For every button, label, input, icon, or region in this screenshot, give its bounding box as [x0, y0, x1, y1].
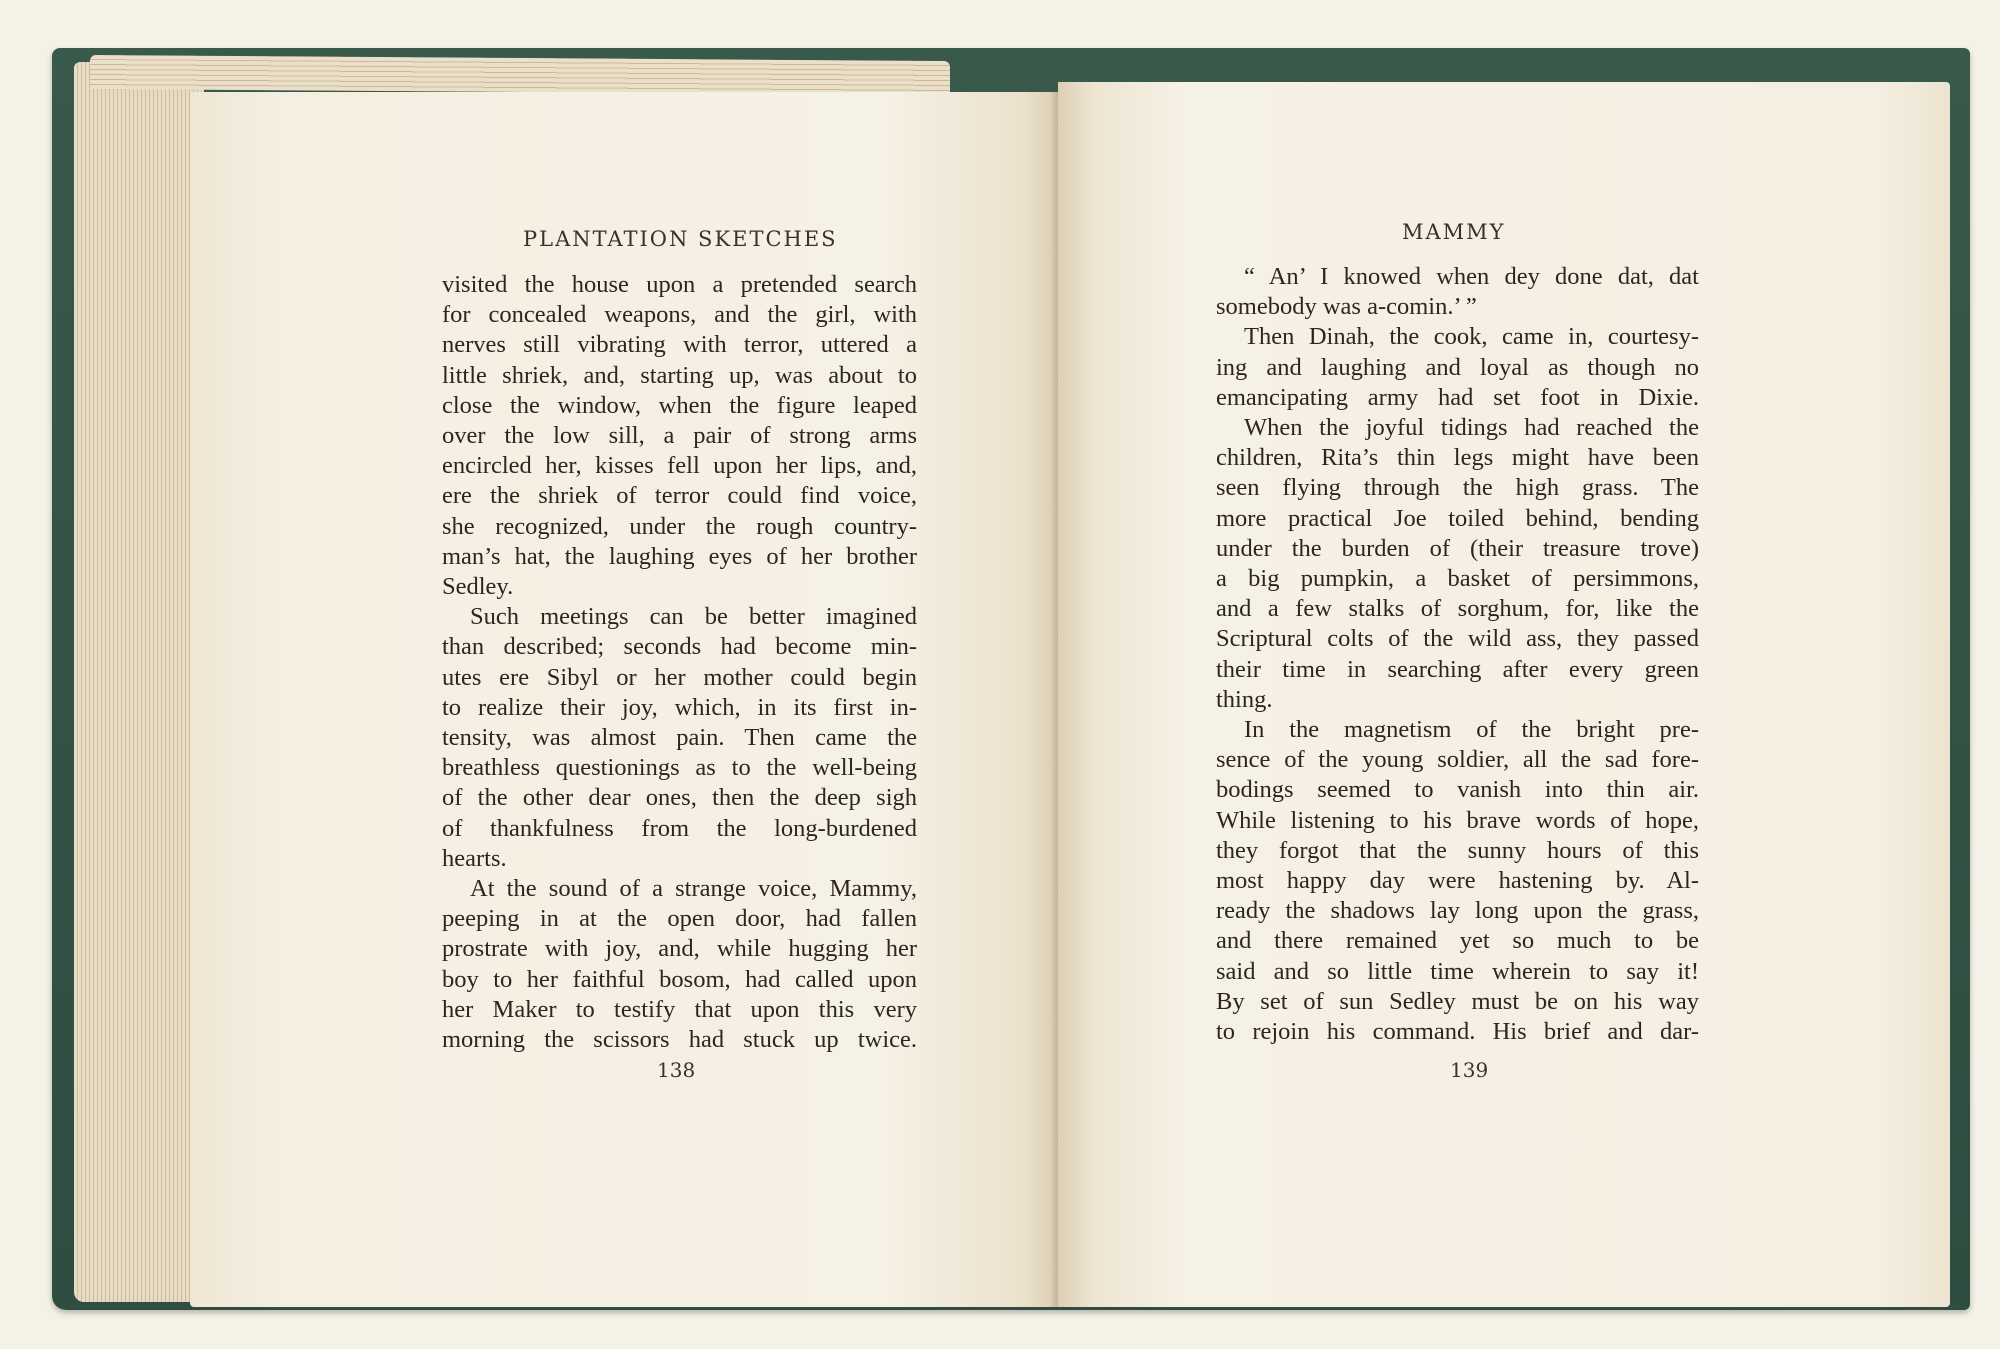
text-line: nerves still vibrating with terror, uttered a — [442, 331, 917, 359]
text-line: she recognized, under the rough country- — [442, 512, 917, 540]
text-line: most happy day were hastening by. Al- — [1216, 867, 1699, 895]
text-line: breathless questionings as to the well-being — [442, 754, 917, 782]
text-line: their time in searching after every green — [1216, 655, 1699, 683]
text-line: seen flying through the high grass. The — [1216, 474, 1699, 502]
left-page-number: 138 — [657, 1058, 696, 1082]
text-line: of the other dear ones, then the deep sigh — [442, 784, 917, 812]
left-page-text — [442, 270, 917, 1055]
text-line: Such meetings can be better imagined — [470, 603, 917, 631]
text-line: When the joyful tidings had reached the — [1244, 414, 1699, 442]
right-running-head: MAMMY — [1402, 220, 1506, 244]
text-line: ing and laughing and loyal as though no — [1216, 353, 1699, 381]
text-line: than described; seconds had become min- — [442, 633, 917, 661]
text-line: Then Dinah, the cook, came in, courtesy- — [1244, 323, 1699, 351]
text-line: thing. — [1216, 685, 1273, 713]
text-line: to rejoin his command. His brief and dar- — [1216, 1018, 1699, 1046]
text-line: encircled her, kisses fell upon her lips, and, — [442, 452, 917, 480]
text-line: her Maker to testify that upon this very — [442, 995, 917, 1023]
text-line: ere the shriek of terror could find voice, — [442, 482, 917, 510]
text-line: emancipating army had set foot in Dixie. — [1216, 383, 1699, 411]
text-line: a big pumpkin, a basket of persimmons, — [1216, 565, 1699, 593]
text-line: and a few stalks of sorghum, for, like the — [1216, 595, 1699, 623]
text-line: and there remained yet so much to be — [1216, 927, 1699, 955]
right-page-number: 139 — [1450, 1058, 1489, 1082]
text-line: boy to her faithful bosom, had called upon — [442, 965, 917, 993]
text-line: little shriek, and, starting up, was about to — [442, 361, 917, 389]
text-line: By set of sun Sedley must be on his way — [1216, 987, 1699, 1015]
text-line: ready the shadows lay long upon the grass, — [1216, 897, 1699, 925]
text-line: they forgot that the sunny hours of this — [1216, 836, 1699, 864]
text-line: morning the scissors had stuck up twice. — [442, 1026, 917, 1054]
text-line: “ An’ I knowed when dey done dat, dat — [1244, 263, 1699, 290]
text-line: of thankfulness from the long-burdened — [442, 814, 917, 842]
text-line: sence of the young soldier, all the sad fore- — [1216, 746, 1699, 774]
text-line: peeping in at the open door, had fallen — [442, 905, 917, 933]
text-line: Sedley. — [442, 573, 514, 601]
text-line: prostrate with joy, and, while hugging her — [442, 935, 917, 963]
text-line: tensity, was almost pain. Then came the — [442, 724, 917, 752]
text-line: utes ere Sibyl or her mother could begin — [442, 663, 917, 691]
text-line: hearts. — [442, 844, 507, 872]
text-line: somebody was a-comin.’ ” — [1216, 293, 1477, 321]
text-line: man’s hat, the laughing eyes of her brother — [442, 542, 917, 570]
page-block-edges — [74, 62, 204, 1302]
text-line: under the burden of (their treasure trove) — [1216, 534, 1699, 562]
text-line: children, Rita’s thin legs might have been — [1216, 444, 1699, 472]
right-page — [1058, 82, 1950, 1307]
text-line: close the window, when the figure leaped — [442, 391, 917, 419]
right-page-text — [1216, 262, 1699, 1047]
text-line: over the low sill, a pair of strong arms — [442, 422, 917, 450]
text-line: for concealed weapons, and the girl, with — [442, 301, 917, 329]
text-line: Scriptural colts of the wild ass, they passed — [1216, 625, 1699, 653]
page-block-top-edges — [90, 55, 950, 95]
text-line: visited the house upon a pretended search — [442, 271, 917, 298]
text-line: bodings seemed to vanish into thin air. — [1216, 776, 1699, 804]
text-line: In the magnetism of the bright pre- — [1244, 716, 1699, 744]
left-page — [190, 92, 1060, 1307]
left-running-head: PLANTATION SKETCHES — [523, 227, 838, 251]
text-line: While listening to his brave words of hope, — [1216, 806, 1699, 834]
text-line: At the sound of a strange voice, Mammy, — [470, 875, 917, 903]
text-line: more practical Joe toiled behind, bending — [1216, 504, 1699, 532]
text-line: to realize their joy, which, in its first in- — [442, 693, 917, 721]
text-line: said and so little time wherein to say it! — [1216, 957, 1699, 985]
